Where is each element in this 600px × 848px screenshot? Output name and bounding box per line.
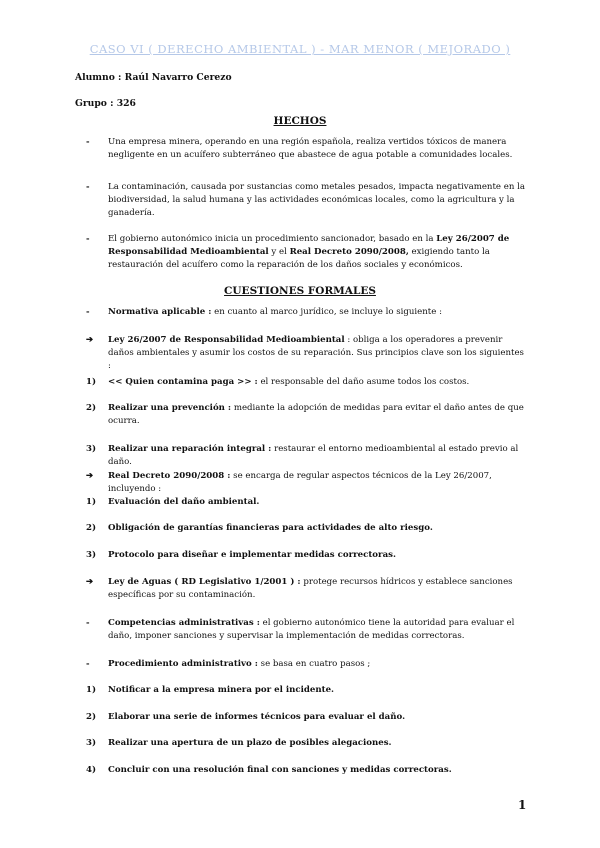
list-item (86, 334, 525, 373)
list-item (86, 576, 525, 602)
text: La contaminación, causada por sustancias como metales pesados, impacta negativamente en la biodiversidad, la salud humana y las actividades económicas locales, como la agricultura y la ganadería. (108, 182, 525, 218)
text: mediante la adopción de medidas para evitar el daño antes de que ocurra. (108, 403, 524, 426)
list-item (86, 470, 525, 496)
list-item-text (108, 737, 525, 750)
list-item (86, 711, 525, 724)
list-item-text (108, 617, 525, 643)
bold-text: Obligación de garantías financieras para actividades de alto riesgo. (108, 523, 433, 533)
bold-text: Evaluación del daño ambiental. (108, 497, 260, 507)
list-item (86, 443, 525, 469)
list-item-text (108, 496, 525, 509)
list-item (86, 684, 525, 697)
text: y el (268, 247, 290, 257)
list-marker: ➔ (86, 471, 94, 481)
bold-text: Competencias administrativas : (108, 618, 260, 628)
list-item-text (108, 658, 525, 671)
bold-text: Procedimiento administrativo : (108, 659, 258, 669)
list-item (86, 522, 525, 535)
list-item-text (108, 764, 525, 777)
list-marker: - (86, 234, 90, 244)
text: exigiendo tanto la restauración del acuífero como la reparación de los daños sociales y económicos. (108, 247, 490, 270)
list-marker: 3) (86, 444, 97, 454)
list-item (86, 306, 525, 319)
list-item-text (108, 376, 525, 389)
bold-text: Ley 26/2007 de Responsabilidad Medioambiental (108, 335, 345, 345)
list-item-text (108, 233, 525, 272)
text: se encarga de regular aspectos técnicos de la Ley 26/2007, incluyendo : (108, 471, 492, 494)
bold-text: Ley 26/2007 de Responsabilidad Medioambiental (108, 234, 510, 257)
list-item-text (108, 549, 525, 562)
list-item (86, 181, 525, 220)
list-item (86, 737, 525, 750)
text: Una empresa minera, operando en una región española, realiza vertidos tóxicos de manera negligente en un acuífero subterráneo que abastece de agua potable a comunidades locales. (108, 137, 513, 160)
list-item (86, 233, 525, 272)
list-marker: 2) (86, 523, 97, 533)
heading-cuestiones-formales: CUESTIONES FORMALES (224, 285, 376, 297)
list-marker: - (86, 307, 90, 317)
heading-hechos: HECHOS (273, 115, 327, 127)
list-marker: ➔ (86, 335, 94, 345)
bold-text: Real Decreto 2090/2008 : (108, 471, 231, 481)
list-marker: 3) (86, 738, 97, 748)
list-item-text (108, 181, 525, 220)
list-marker: 4) (86, 765, 97, 775)
text: El gobierno autonómico inicia un procedimiento sancionador, basado en la (108, 234, 437, 244)
list-item (86, 764, 525, 777)
bold-text: Realizar una prevención : (108, 403, 232, 413)
list-item-text (108, 470, 525, 496)
list-item-text (108, 522, 525, 535)
list-marker: 1) (86, 377, 97, 387)
text: restaurar el entorno medioambiental al estado previo al daño. (108, 444, 519, 467)
list-item-text (108, 402, 525, 428)
list-item-text (108, 136, 525, 162)
list-item (86, 549, 525, 562)
list-marker: - (86, 182, 90, 192)
bold-text: Normativa aplicable : (108, 307, 212, 317)
list-marker: - (86, 659, 90, 669)
list-item (86, 376, 525, 389)
list-marker: 3) (86, 550, 97, 560)
list-item (86, 402, 525, 428)
list-marker: 1) (86, 497, 97, 507)
text: el gobierno autonómico tiene la autoridad para evaluar el daño, imponer sanciones y supervisar la implementación de medidas correctoras. (108, 618, 515, 641)
group-number: Grupo : 326 (75, 98, 136, 109)
list-item-text (108, 576, 525, 602)
bold-text: Notificar a la empresa minera por el incidente. (108, 685, 335, 695)
bold-text: Protocolo para diseñar e implementar medidas correctoras. (108, 550, 396, 560)
list-item-text (108, 711, 525, 724)
text: protege recursos hídricos y establece sanciones específicas por su contaminación. (108, 577, 513, 600)
list-item (86, 617, 525, 643)
bold-text: Elaborar una serie de informes técnicos para evaluar el daño. (108, 712, 406, 722)
list-item-text (108, 334, 525, 373)
list-item (86, 136, 525, 162)
page-number: 1 (518, 798, 527, 812)
list-marker: - (86, 618, 90, 628)
document-title: CASO VI ( DERECHO AMBIENTAL ) - MAR MENOR ( MEJORADO ) (89, 42, 511, 56)
list-marker: - (86, 137, 90, 147)
list-item (86, 658, 525, 671)
bold-text: Ley de Aguas ( RD Legislativo 1/2001 ) : (108, 577, 301, 587)
list-item-text (108, 443, 525, 469)
text: el responsable del daño asume todos los costos. (257, 377, 470, 387)
list-item (86, 496, 525, 509)
list-item-text (108, 684, 525, 697)
list-marker: 1) (86, 685, 97, 695)
bold-text: Realizar una reparación integral : (108, 444, 272, 454)
student-name: Alumno : Raúl Navarro Cerezo (75, 72, 232, 83)
text: : obliga a los operadores a prevenir daños ambientales y asumir los costos de su reparación. Sus principios clave son los siguientes : (108, 335, 524, 371)
list-marker: 2) (86, 712, 97, 722)
list-marker: 2) (86, 403, 97, 413)
bold-text: Real Decreto 2090/2008, (289, 247, 409, 257)
list-marker: ➔ (86, 577, 94, 587)
bold-text: Concluir con una resolución final con sanciones y medidas correctoras. (108, 765, 452, 775)
text: se basa en cuatro pasos ; (257, 659, 371, 669)
text: en cuanto al marco jurídico, se incluye lo siguiente : (211, 307, 442, 317)
bold-text: << Quien contamina paga >> : (108, 377, 258, 387)
bold-text: Realizar una apertura de un plazo de posibles alegaciones. (108, 738, 392, 748)
list-item-text (108, 306, 525, 319)
